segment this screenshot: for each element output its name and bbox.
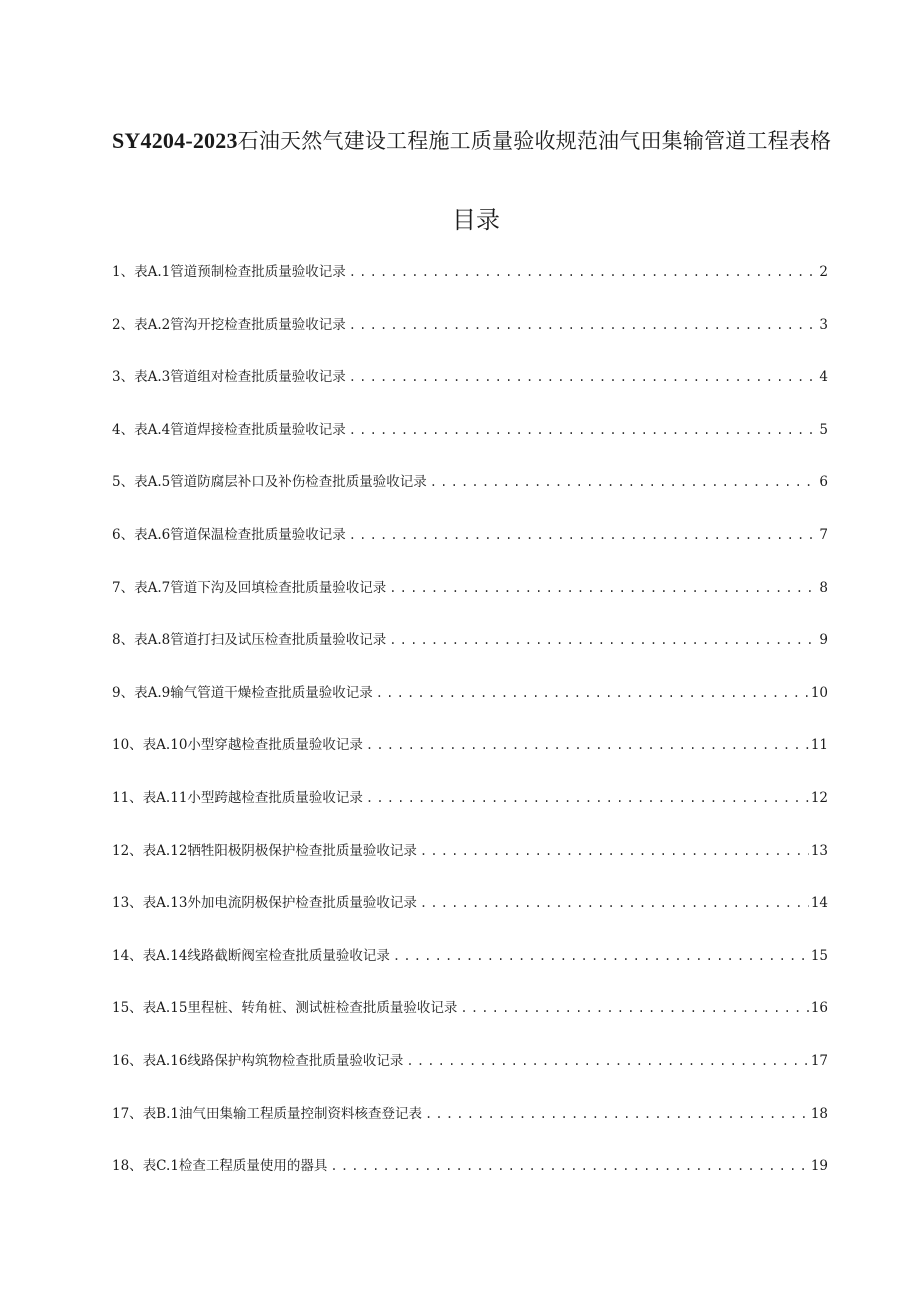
toc-entry-page-number: 9 bbox=[819, 632, 828, 649]
toc-entry-number: 10、 bbox=[112, 737, 143, 754]
dot-leader bbox=[389, 578, 817, 598]
toc-entry[interactable] bbox=[112, 893, 828, 946]
toc-entry-page-number: 4 bbox=[819, 369, 828, 386]
toc-entry-number: 7、 bbox=[112, 579, 135, 596]
toc-entry-number: 13、 bbox=[112, 895, 143, 912]
toc-entry-number: 5、 bbox=[112, 474, 135, 491]
dot-leader bbox=[349, 315, 818, 335]
toc-entry[interactable] bbox=[112, 735, 828, 788]
toc-entry[interactable] bbox=[112, 683, 828, 736]
toc-entry-number: 16、 bbox=[112, 1052, 143, 1069]
toc-entry-label: 表A.10小型穿越检查批质量验收记录 bbox=[142, 737, 363, 754]
toc-entry-page-number: 12 bbox=[810, 789, 828, 806]
toc-entry-label: 表A.12牺牲阳极阴极保护检查批质量验收记录 bbox=[142, 842, 417, 859]
toc-entry[interactable] bbox=[112, 578, 828, 631]
toc-entry-label: 表A.9输气管道干燥检查批质量验收记录 bbox=[134, 684, 373, 701]
dot-leader bbox=[460, 998, 808, 1018]
toc-entry-label: 表A.2管沟开挖检查批质量验收记录 bbox=[134, 316, 346, 333]
toc-entry-number: 8、 bbox=[112, 632, 135, 649]
document-title bbox=[112, 126, 832, 156]
toc-entry-number: 17、 bbox=[112, 1105, 143, 1122]
toc-entry-page-number: 3 bbox=[819, 316, 828, 333]
toc-entry[interactable] bbox=[112, 472, 828, 525]
toc-entry-page-number: 18 bbox=[810, 1105, 828, 1122]
toc-entry-label: 表A.15里程桩、转角桩、测试桩检查批质量验收记录 bbox=[142, 1000, 458, 1017]
toc-entry-label: 表A.8管道打扫及试压检查批质量验收记录 bbox=[134, 632, 387, 649]
dot-leader bbox=[406, 1051, 808, 1071]
toc-entry[interactable] bbox=[112, 998, 828, 1051]
toc-entry[interactable] bbox=[112, 1156, 828, 1209]
toc-entry-number: 9、 bbox=[112, 684, 135, 701]
dot-leader bbox=[420, 841, 809, 861]
toc-entry-number: 15、 bbox=[112, 1000, 143, 1017]
toc-entry[interactable] bbox=[112, 946, 828, 999]
dot-leader bbox=[393, 946, 809, 966]
toc-entry-page-number: 2 bbox=[819, 264, 828, 280]
dot-leader bbox=[366, 735, 809, 755]
toc-entry-number: 6、 bbox=[112, 526, 135, 543]
toc-entry-number: 14、 bbox=[112, 947, 143, 964]
toc-entry-page-number: 15 bbox=[810, 947, 828, 964]
toc-entry-page-number: 6 bbox=[819, 474, 828, 491]
toc-entry-number: 11、 bbox=[112, 789, 143, 806]
dot-leader bbox=[389, 630, 817, 650]
toc-entry[interactable] bbox=[112, 1051, 828, 1104]
toc-entry-label: 表A.16线路保护构筑物检查批质量验收记录 bbox=[142, 1052, 404, 1069]
dot-leader bbox=[425, 1104, 809, 1124]
toc-entry-label: 表C.1检查工程质量使用的器具 bbox=[142, 1158, 328, 1175]
toc-entry-number: 4、 bbox=[112, 421, 135, 438]
table-of-contents bbox=[112, 262, 828, 1209]
toc-entry-label: 表A.5管道防腐层补口及补伤检查批质量验收记录 bbox=[134, 474, 427, 491]
toc-entry-label: 表A.3管道组对检查批质量验收记录 bbox=[134, 369, 346, 386]
toc-entry-page-number: 11 bbox=[810, 737, 828, 754]
toc-entry-page-number: 5 bbox=[819, 421, 828, 438]
toc-entry-label: 表A.6管道保温检查批质量验收记录 bbox=[134, 526, 346, 543]
toc-heading bbox=[0, 202, 920, 238]
dot-leader bbox=[349, 420, 818, 440]
dot-leader bbox=[420, 893, 809, 913]
toc-entry-page-number: 14 bbox=[810, 895, 828, 912]
toc-entry-page-number: 8 bbox=[819, 579, 828, 596]
toc-entry-number: 3、 bbox=[112, 369, 135, 386]
dot-leader bbox=[349, 262, 818, 282]
toc-entry-number: 12、 bbox=[112, 842, 143, 859]
standard-code: SY4204-2023 bbox=[112, 128, 238, 153]
toc-entry[interactable] bbox=[112, 420, 828, 473]
toc-entry[interactable] bbox=[112, 262, 828, 315]
dot-leader bbox=[330, 1156, 808, 1176]
toc-entry-page-number: 13 bbox=[810, 842, 828, 859]
toc-entry-number: 2、 bbox=[112, 316, 135, 333]
toc-entry-number: 1、 bbox=[112, 264, 135, 280]
toc-entry[interactable] bbox=[112, 1104, 828, 1157]
toc-entry[interactable] bbox=[112, 630, 828, 683]
dot-leader bbox=[366, 788, 809, 808]
toc-entry[interactable] bbox=[112, 841, 828, 894]
toc-entry-number: 18、 bbox=[112, 1158, 143, 1175]
dot-leader bbox=[376, 683, 809, 703]
toc-entry-label: 表A.11小型跨越检查批质量验收记录 bbox=[142, 789, 363, 806]
toc-entry-page-number: 7 bbox=[819, 526, 828, 543]
toc-entry-page-number: 16 bbox=[810, 1000, 828, 1017]
toc-entry-page-number: 19 bbox=[810, 1158, 828, 1175]
toc-entry[interactable] bbox=[112, 525, 828, 578]
toc-entry-label: 表B.1油气田集输工程质量控制资料核查登记表 bbox=[142, 1105, 422, 1122]
dot-leader bbox=[430, 472, 818, 492]
title-text: 石油天然气建设工程施工质量验收规范油气田集输管道工程表格 bbox=[237, 129, 832, 153]
toc-entry[interactable] bbox=[112, 788, 828, 841]
toc-entry[interactable] bbox=[112, 315, 828, 368]
toc-entry-label: 表A.4管道焊接检查批质量验收记录 bbox=[134, 421, 346, 438]
toc-entry-page-number: 17 bbox=[810, 1052, 828, 1069]
toc-entry-label: 表A.13外加电流阴极保护检查批质量验收记录 bbox=[142, 895, 417, 912]
toc-entry-label: 表A.1管道预制检查批质量验收记录 bbox=[134, 264, 346, 280]
dot-leader bbox=[349, 525, 818, 545]
toc-entry-label: 表A.7管道下沟及回填检查批质量验收记录 bbox=[134, 579, 387, 596]
toc-entry[interactable] bbox=[112, 367, 828, 420]
dot-leader bbox=[349, 367, 818, 387]
toc-entry-label: 表A.14线路截断阀室检查批质量验收记录 bbox=[142, 947, 390, 964]
toc-entry-page-number: 10 bbox=[810, 684, 828, 701]
toc-heading-text: 目录 bbox=[452, 206, 500, 234]
